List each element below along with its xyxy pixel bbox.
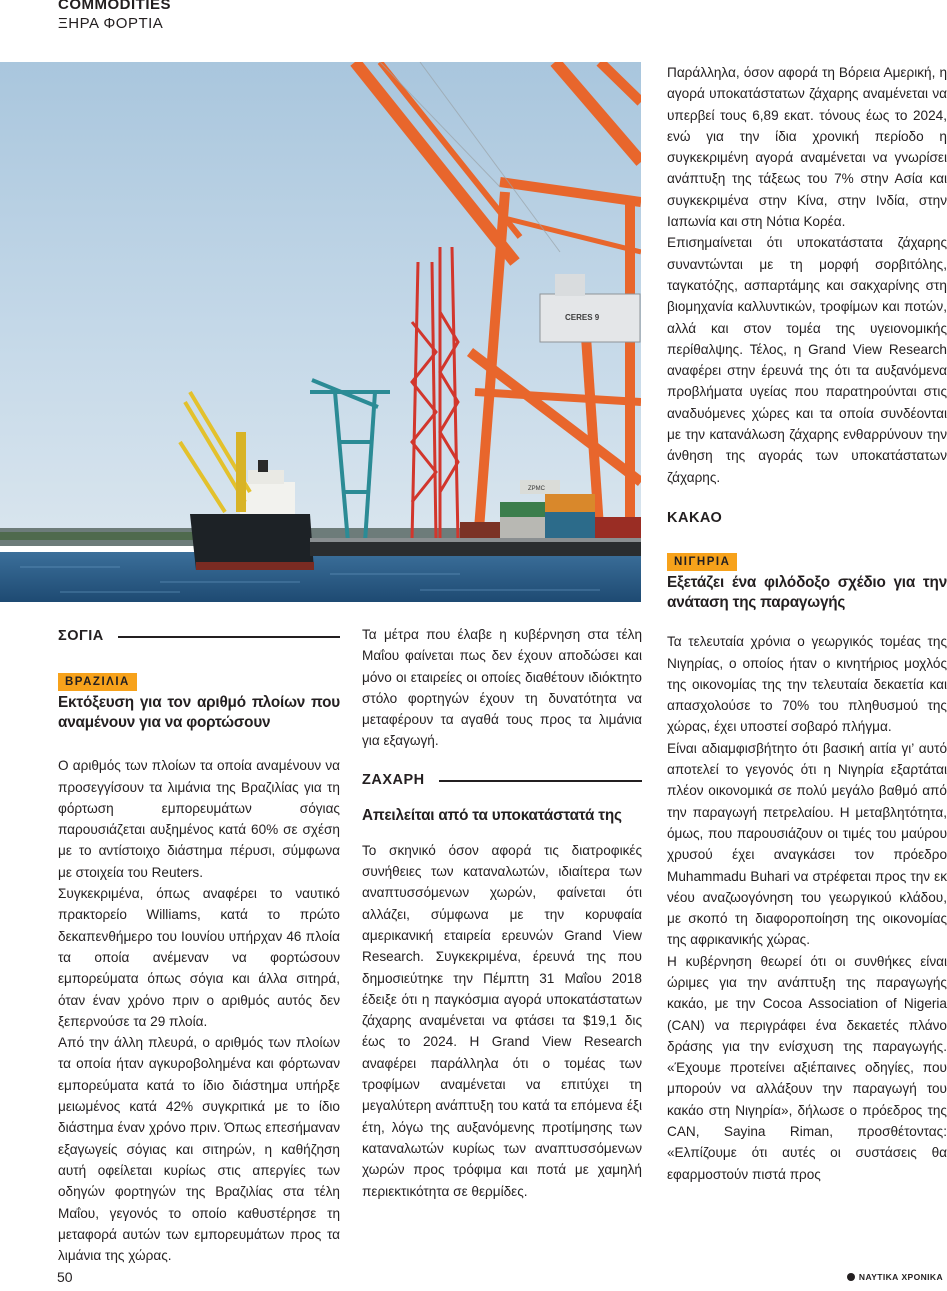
sugar-paragraph-1: Το σκηνικό όσον αφορά τις διατροφικές συνήθειες των καταναλωτών, ιδιαίτερα των αναπτυσσόμενων χωρών, φαίνεται ότι αλλάζει, σύμφωνα με την κορυφαία αμερικανική εταιρεία ερευνών Grand View Research. Συγκεκριμένα, έρευνά της που δημοσιεύτηκε την Πέμπτη 31 Μαΐου 2018 έδειξε ότι η παγκόσμια αγορά υποκατάστατων ζάχαρης αναμένεται να φτάσει τα $19,1 δις έως το 2024. Η Grand View Research αναφέρει παράλληλα ότι ο τομέας των τροφίμων αναμένεται να επιτύχει τη μεγαλύτερη ανάπτυξη του κατά τα επόμενα έξι έτη, λόγω της αυξανόμενης προτίμησης των καταναλωτών κυρίως των αναπτυσσόμενων χωρών προς τρόφιμα και ποτά με χαμηλή περιεκτικότητα σε θερμίδες. (362, 842, 642, 1199)
cocoa-section-header (667, 502, 947, 536)
sugar-paragraph-3: Επισημαίνεται ότι υποκατάστατα ζάχαρης συναντώνται με τη μορφή σορβιτόλης, ταγκατόζης, ασπαρτάμης και σακχαρίνης στη βιομηχανία καλλυντικών, τροφίμων και ποτών, αλλά και στον τομέα της υγειονομικής περίθαλψης. Τέλος, η Grand View Research αναφέρει στην έρευνά της ότι τα αυξανόμενα προβλήματα υγείας που παρατηρούνται στις αναδυόμενες χώρες και τα οποία συνδέονται με την κατανάλωση ζάχαρης ενθαρρύνουν την άνθηση της αγοράς των υποκατάστατων ζάχαρης. (667, 235, 947, 485)
soya-headline: Εκτόξευση για τον αριθμό πλοίων που αναμένουν για να φορτώσουν (58, 694, 340, 732)
publication-brand (847, 1272, 943, 1282)
soya-section-title: ΣΟΓΙΑ (58, 628, 104, 645)
soya-paragraph-2: Συγκεκριμένα, όπως αναφέρει το ναυτικό πρακτορείο Williams, κατά το πρώτο δεκαπενθήμερο του Ιουνίου υπήρχαν 46 πλοία τα οποία ανέμεναν να φορτώσουν εμπορεύματα όπως σόγια και άλλα σιτηρά, όταν έναν χρόνο πριν ο αριθμός αυτός δεν ξεπερνούσε τα 29 πλοία. (58, 886, 340, 1029)
sugar-section-title: ΖΑΧΑΡΗ (362, 772, 425, 789)
soya-paragraph-1: Ο αριθμός των πλοίων τα οποία αναμένουν να προσεγγίσουν τα λιμάνια της Βραζιλίας για τη φόρτωση εμπορευμάτων σόγιας παρουσιάζεται αυξημένος κατά 60% σε σχέση με το αντίστοιχο διάστημα πέρυσι, σύμφωνα με στοιχεία του Reuters. (58, 758, 340, 880)
column-middle (362, 620, 642, 1202)
sea (0, 552, 641, 602)
brand-logo-icon (847, 1273, 855, 1281)
soya-paragraph-3: Από την άλλη πλευρά, ο αριθμός των πλοίων τα οποία ήταν αγκυροβολημένα και φόρτωναν εμπορεύματα κατά το ίδιο διάστημα υπήρξε μειωμένος κατά 42% συγκριτικά με το ίδιο διάστημα έναν χρόνο πριν. Όπως επεσήμαναν εξαγωγείς σόγιας και σιτηρών, η καθήζηση αυτή οφείλεται κυρίως στις απεργίες των οδηγών φορτηγών της Βραζιλίας στα τέλη Μαΐου, γεγονός το οποίο καθυστέρησε τη μεταφορά αυτών των εμπορευμάτων προς τα λιμάνια της χώρας. (58, 1035, 340, 1264)
soya-country-tag: ΒΡΑΖΙΛΙΑ (58, 673, 137, 691)
section-rule (118, 636, 340, 638)
container-label: ZPMC (528, 486, 545, 492)
soya-paragraph-4: Τα μέτρα που έλαβε η κυβέρνηση στα τέλη Μαΐου φαίνεται πως δεν έχουν αποδώσει και μόνο οι εταιρείες οι οποίες διαθέτουν ιδιόκτητο στόλο φορτηγών έχουν τη δυνατότητα να μεταφέρουν τα αγαθά τους προς τα λιμάνια για εξαγωγή. (362, 627, 642, 749)
sugar-section-header (362, 764, 642, 798)
brand-name: ΝΑΥΤΙΚΑ ΧΡΟΝΙΚΑ (858, 1272, 943, 1282)
subsection-label: ΞΗΡΑ ΦΟΡΤΙΑ (58, 15, 164, 32)
quay (310, 540, 641, 556)
cocoa-headline: Εξετάζει ένα φιλόδοξο σχέδιο για την ανάταση της παραγωγής (667, 574, 947, 612)
section-rule (439, 780, 642, 782)
column-right (667, 62, 947, 1185)
column-left (58, 620, 340, 1266)
soya-section-header (58, 620, 340, 654)
cocoa-paragraph-2: Είναι αδιαμφισβήτητο ότι βασική αιτία γι’ αυτό αποτελεί το γεγονός ότι η Νιγηρία εξαρτάται πλέον οικονομικά σε πολύ μεγάλο βαθμό από την παραγωγή πετρελαίου. Η μεταβλητότητα, όμως, που παρουσιάζουν οι τιμές του μαύρου χρυσού έχει αναγκάσει τον πρόεδρο Muhammadu Buhari να στρέφεται προς την εκ νέου αναζωογόνηση του γεωργικού κλάδου, με σκοπό τη διαφοροποίηση της οικονομίας της αφρικανικής χώρας. (667, 740, 947, 948)
cocoa-paragraph-3: Η κυβέρνηση θεωρεί ότι οι συνθήκες είναι ώριμες για την ανάπτυξη της παραγωγής κακάο, με την Cocoa Association of Nigeria (CAN) να περιγράφει ένα δεκαετές πλάνο δράσης για την ενίσχυση της παραγωγής. «Έχουμε προτείνει αξιέπαινες οδηγίες, που μπορούν να αλλάξουν την παραγωγή του κακάο στη Νιγηρία», δήλωσε ο πρόεδρος της CAN, Sayina Riman, προσθέτοντας: «Ελπίζουμε ότι αυτές οι συστάσεις θα εφαρμοστούν πιστά προς (667, 953, 947, 1182)
cocoa-section-title: ΚΑΚΑΟ (667, 510, 723, 527)
crane-label: CERES 9 (565, 313, 600, 322)
cocoa-country-tag: ΝΙΓΗΡΙΑ (667, 553, 737, 571)
section-label: COMMODITIES (58, 0, 171, 13)
page-number: 50 (57, 1269, 73, 1285)
cocoa-paragraph-1: Τα τελευταία χρόνια ο γεωργικός τομέας της Νιγηρίας, ο οποίος ήταν ο κινητήριος μοχλός της οικονομίας της την τελευταία δεκαετία και απασχολούσε το 70% του πληθυσμού της χώρας, έχει υποστεί σοβαρό πλήγμα. (667, 634, 947, 735)
sugar-headline: Απειλείται από τα υποκατάστατά της (362, 806, 622, 824)
page-header (58, 0, 171, 33)
port-cranes-photo (0, 62, 641, 602)
sugar-paragraph-2: Παράλληλα, όσον αφορά τη Βόρεια Αμερική, η αγορά υποκατάστατων ζάχαρης αναμένεται να υπερβεί τους 6,89 εκατ. τόνους έως το 2024, ενώ για την ίδια χρονική περίοδο η συγκεκριμένη αγορά αναμένεται να γνωρίσει ανάπτυξη της τάξεως του 7% στην Ασία και συγκεκριμένα στην Κίνα, στην Ινδία, στην Ιαπωνία και στη Νότια Κορέα. (667, 65, 947, 230)
